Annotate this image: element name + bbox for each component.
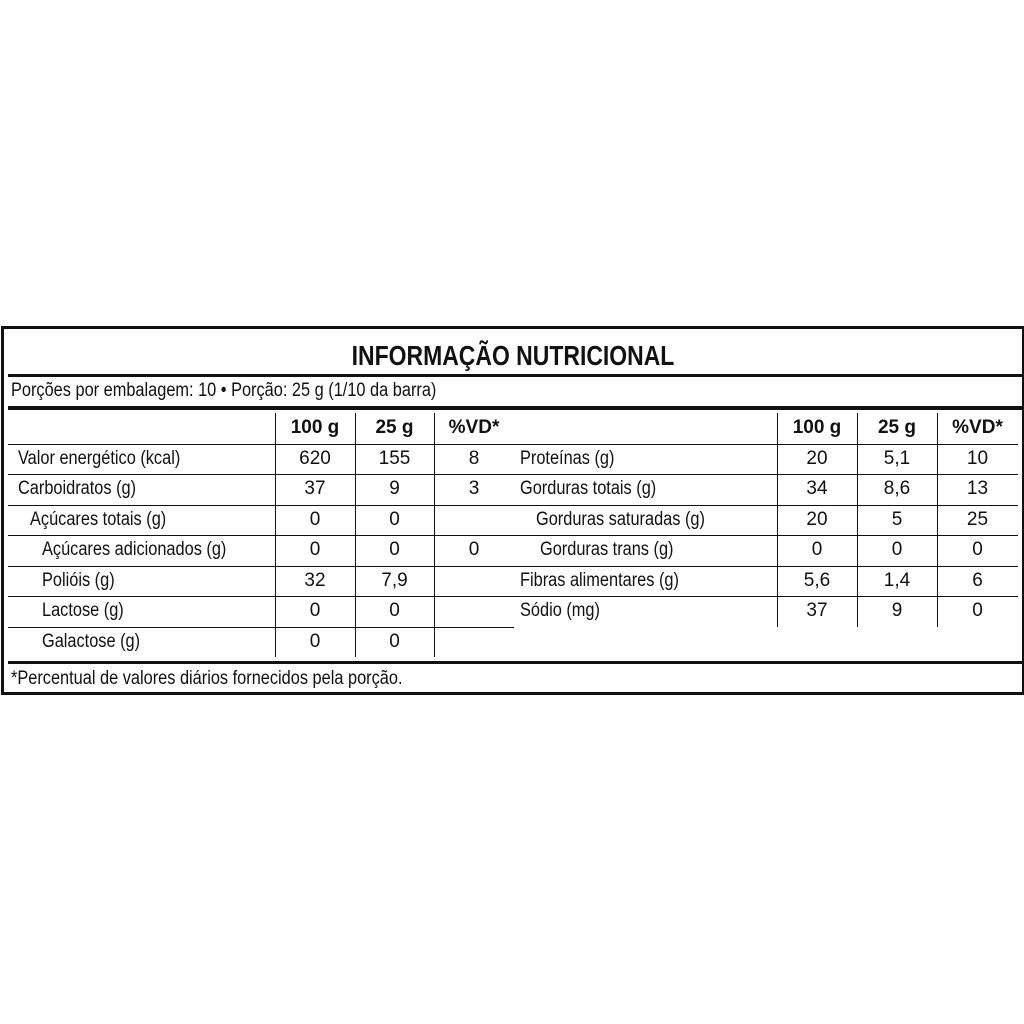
nutrient-value-vd: 25 [966,508,989,530]
nutrient-value-vd: 0 [972,600,983,621]
nutrient-value-v25: 9 [891,600,903,621]
nutrition-facts-panel [1,326,1024,695]
header-col100-left: 100 g [290,417,340,438]
nutrient-label-left: Carboidratos (g) [18,478,137,499]
nutrient-value-v25: 0 [891,539,903,560]
nutrient-value-vd [434,566,514,596]
nutrient-label-right: Fibras alimentares (g) [520,569,679,591]
footnote: *Percentual de valores diários fornecidos pela porção. [11,668,403,689]
nutrient-value-vd: 13 [966,478,989,499]
nutrient-value-v25: 5 [891,508,903,530]
nutrient-value-v25: 5,1 [883,447,911,469]
nutrient-label-left: Galactose (g) [42,630,141,652]
header-col25-right: 25 g [877,417,917,438]
nutrient-value-vd: 8 [468,447,480,469]
header-col25-left: 25 g [375,417,414,438]
nutrient-value-v100: 0 [811,539,823,560]
nutrient-value-v100: 0 [309,508,321,530]
nutrient-label-left: Valor energético (kcal) [18,447,181,469]
nutrient-value-vd [434,627,514,657]
nutrient-value-v100: 0 [309,539,321,560]
nutrient-value-v25: 7,9 [381,569,408,591]
footnote-divider [8,661,1022,664]
nutrient-value-v25: 155 [378,447,411,469]
header-colvd-left: %VD* [448,417,500,438]
header-col100-right: 100 g [792,417,842,438]
nutrient-value-v25: 8,6 [883,478,911,499]
nutrient-value-v100: 20 [806,447,828,469]
header-colvd-right: %VD* [952,417,1003,438]
nutrient-label-left: Lactose (g) [42,600,124,621]
nutrient-label-left: Açúcares adicionados (g) [42,539,227,560]
nutrient-value-v100: 620 [299,447,331,469]
nutrient-value-v25: 9 [389,478,400,499]
nutrient-value-v25: 0 [389,600,400,621]
nutrient-label-right: Gorduras saturadas (g) [536,508,705,530]
nutrient-value-vd: 3 [468,478,480,499]
nutrient-label-right: Gorduras totais (g) [520,478,657,499]
servings-info: Porções por embalagem: 10 • Porção: 25 g (1/10 da barra) [11,380,437,401]
nutrient-value-vd: 6 [972,569,983,591]
nutrient-value-v100: 34 [806,478,828,499]
nutrient-value-vd [434,596,514,626]
nutrient-value-v100: 20 [806,508,828,530]
nutrient-label-left: Polióis (g) [42,569,115,591]
nutrient-value-vd: 0 [468,539,480,560]
nutrient-value-vd: 0 [972,539,983,560]
nutrient-label-left: Açúcares totais (g) [30,508,167,530]
nutrient-value-v100: 37 [304,478,326,499]
nutrient-label-right: Sódio (mg) [520,600,600,621]
nutrient-value-vd: 10 [966,447,989,469]
nutrient-label-right: Gorduras trans (g) [540,539,674,560]
nutrient-value-v25: 0 [389,539,400,560]
nutrient-value-v100: 5,6 [803,569,831,591]
nutrient-value-v25: 0 [389,508,400,530]
servings-divider [8,406,1022,410]
nutrient-label-right: Proteínas (g) [520,447,615,469]
title-divider [8,374,1022,377]
nutrient-value-v100: 32 [304,569,326,591]
nutrient-value-vd [434,505,514,535]
nutrient-value-v25: 1,4 [883,569,911,591]
nutrient-value-v100: 0 [309,600,321,621]
nutrient-value-v25: 0 [389,630,400,652]
table-title: INFORMAÇÃO NUTRICIONAL [351,340,675,371]
nutrient-value-v100: 37 [806,600,828,621]
nutrient-value-v100: 0 [309,630,321,652]
